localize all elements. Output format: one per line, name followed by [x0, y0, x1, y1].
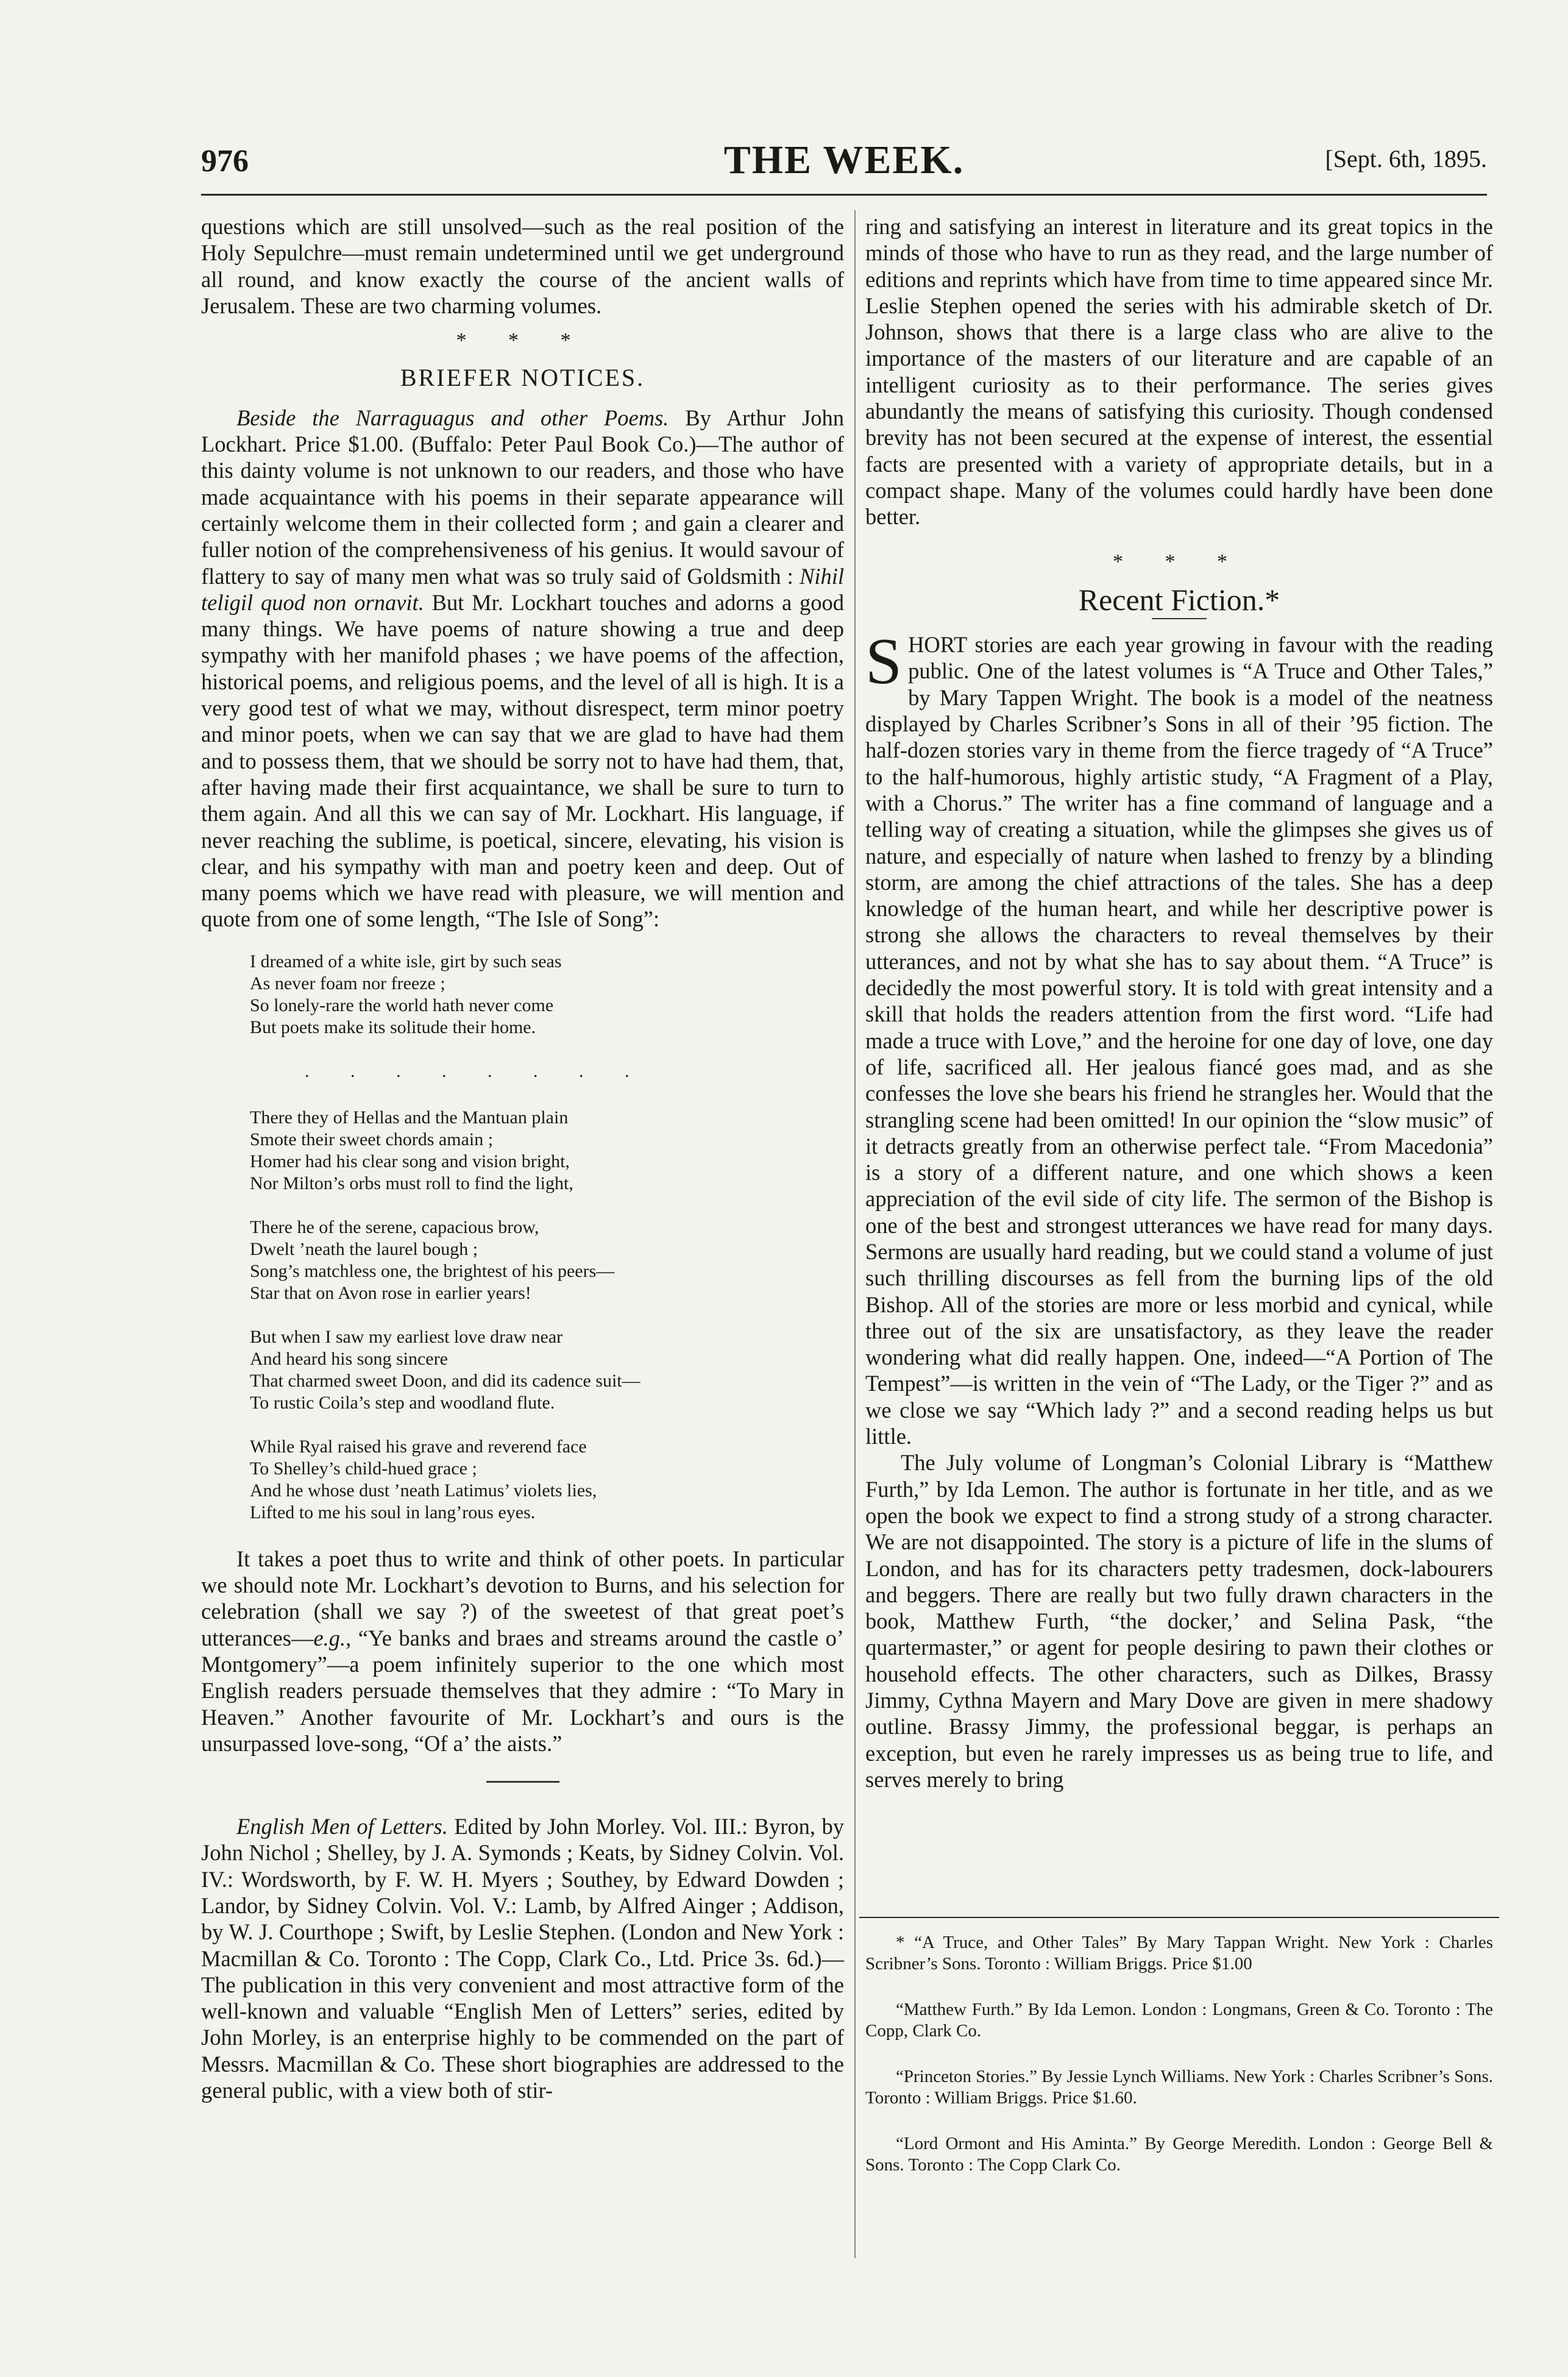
poem-line: But when I saw my earliest love draw near — [250, 1326, 563, 1347]
poem-line: I dreamed of a white isle, girt by such seas — [250, 951, 562, 972]
header-rule — [201, 194, 1487, 196]
notice-lockhart — [201, 405, 844, 933]
poem-line: There he of the serene, capacious brow, — [250, 1217, 539, 1237]
notice-body: But Mr. Lockhart touches and adorns a good many things. We have poems of nature showing a true and deep sympathy with her manifold phases ; we have poems of the affection, historical poems, and religious poems, and the level of all is high. It is a very good test of what we may, without disrespect, term minor poetry and minor poets, when we can say that we are glad to have had them and to possess them, that we should be sorry not to have had them, that, after having made their first acquaintance, we shall be sure to turn to them again. And all this we can say of Mr. Lockhart. His language, if never reaching the sublime, is poetical, sincere, elevating, his vision is clear, and his sympathy with man and poetry keen and deep. Out of many poems which we have read with pleasure, we will mention and quote from one of some length, “The Isle of Song”: — [201, 589, 845, 932]
poem-line: There they of Hellas and the Mantuan plain — [250, 1107, 569, 1128]
right-column — [865, 213, 1493, 1793]
poem-line: Dwelt ’neath the laurel bough ; — [250, 1238, 478, 1259]
poem-line: Nor Milton’s orbs must roll to find the light, — [250, 1173, 573, 1193]
section-title-fiction: Recent Fiction.* — [1078, 582, 1280, 617]
footnote: * “A Truce, and Other Tales” By Mary Tappan Wright. New York : Charles Scribner’s Sons. Toronto : William Briggs. Price $1.00 — [865, 1933, 1493, 1974]
section-stars: * * * — [1113, 550, 1246, 573]
poem-stanza — [250, 1436, 844, 1524]
page-number: 976 — [201, 144, 249, 179]
footnote-rule — [859, 1917, 1499, 1918]
continued-paragraph: questions which are still unsolved—such as the real position of the Holy Sepulchre—must remain undetermined until we get underground all round, and know exactly the course of the ancient walls of Jerusalem. These are two charming volumes. — [201, 214, 844, 318]
poem-stanza — [250, 1217, 844, 1304]
paragraph-text: It takes a poet thus to write and think of other poets. In particular we should note Mr. Lockhart’s devotion to Burns, and his selection for celebration (shall we say ?) of the sweetest of that great poet’s utterances— — [201, 1546, 844, 1650]
drop-cap: S — [865, 625, 903, 698]
footnote: “Princeton Stories.” By Jessie Lynch Williams. New York : Charles Scribner’s Sons. Toronto : William Briggs. Price $1.60. — [865, 2067, 1493, 2108]
fiction-paragraph: The July volume of Longman’s Colonial Library is “Matthew Furth,” by Ida Lemon. The author is fortunate in her title, and as we open the book we expect to find a strong study of a strong character. We are not disappointed. The story is a picture of life in the slums of London, and has for its characters petty tradesmen, dock-labourers and beggers. There are really but two fully drawn characters in the book, Matthew Furth, “the docker,’ and Selina Pask, “the quartermaster,” or agent for people desiring to pawn their clothes or household effects. The other characters, such as Dilkes, Brassy Jimmy, Cythna Mayern and Mary Dove are given in mere shadowy outline. Brassy Jimmy, the professional beggar, is perhaps an exception, but even he rarely impresses us as being true to life, and serves merely to bring — [865, 1450, 1493, 1792]
page-header — [201, 138, 1487, 192]
notice-title: Beside the Narraguagus and other Poems. — [236, 405, 669, 430]
poem-stanza — [250, 1326, 844, 1414]
poem-line: Star that on Avon rose in earlier years! — [250, 1282, 531, 1303]
poem-line: To rustic Coila’s step and woodland flute. — [250, 1392, 555, 1413]
poem-line: Homer had his clear song and vision bright, — [250, 1151, 570, 1171]
notice-english-men-of-letters — [201, 1813, 844, 2103]
masthead: THE WEEK. — [723, 138, 965, 182]
poem-line: But poets make its solitude their home. — [250, 1017, 536, 1037]
left-column — [201, 213, 844, 2103]
notice-title: English Men of Letters. — [236, 1814, 448, 1839]
column-divider — [854, 210, 856, 2258]
issue-date: [Sept. 6th, 1895. — [1325, 145, 1487, 172]
poem-line: And he whose dust ’neath Latimus’ violets lies, — [250, 1480, 597, 1501]
continued-paragraph: ring and satisfying an interest in literature and its great topics in the minds of those who have to run as they read, and the large number of editions and reprints which have from time to time appeared since Mr. Leslie Stephen opened the series with his admirable sketch of Dr. Johnson, shows that there is a large class who are alive to the importance of the masters of our literature and are capable of an intelligent curiosity as to their performance. The series gives abundantly the means of satisfying this curiosity. Though condensed brevity has not been secured at the expense of interest, the essential facts are presented with a variety of appropriate details, but in a compact shape. Many of the volumes could hardly have been done better. — [865, 214, 1493, 530]
poem-line: To Shelley’s child-hued grace ; — [250, 1458, 477, 1479]
poem-stanza — [250, 951, 844, 1039]
notice-body: Edited by John Morley. Vol. III.: Byron, by John Nichol ; Shelley, by J. A. Symonds ; Keats, by Sidney Colvin. Vol. IV.: Wordsworth, by F. W. H. Myers ; Southey, by Edward Dowden ; Landor, by Sidney Colvin. Vol. V.: Lamb, by Alfred Ainger ; Addison, by W. J. Courthope ; Swift, by Leslie Stephen. (London and New York : Macmillan & Co. Toronto : The Copp, Clark Co., Ltd. Price 3s. 6d.)—The publication in this very convenient and most attractive form of the well-known and valuable “English Men of Letters” series, edited by John Morley, is an enterprise highly to be commended on the part of Messrs. Macmillan & Co. These short biographies are addressed to the general public, with a view both of stir- — [201, 1814, 844, 2103]
poem-line: Song’s matchless one, the brightest of his peers— — [250, 1260, 615, 1281]
title-rule — [1152, 618, 1207, 619]
fiction-paragraph — [865, 625, 1493, 1449]
latin-quote: Nihil teligil quod non ornavit. — [201, 563, 844, 615]
poem-line: So lonely-rare the world hath never come — [250, 995, 554, 1015]
notice-body: By Arthur John Lockhart. Price $1.00. (Buffalo: Peter Paul Book Co.)—The author of this dainty volume is not unknown to our readers, and those who have made acquaintance with his poems in their separate appearance will certainly welcome them in their collected form ; and gain a clearer and fuller notion of the comprehensiveness of his genius. It would savour of flattery to say of many men what was so truly said of Goldsmith : — [201, 405, 844, 589]
notice-separator — [486, 1781, 559, 1783]
poem-line: That charmed sweet Doon, and did its cadence suit— — [250, 1370, 640, 1391]
section-title: BRIEFER NOTICES. — [400, 364, 645, 392]
footnote: “Matthew Furth.” By Ida Lemon. London : Longmans, Green & Co. Toronto : The Copp, Clark Co. — [865, 2000, 1493, 2041]
poem-line: And heard his song sincere — [250, 1348, 448, 1369]
poem-line: While Ryal raised his grave and reverend face — [250, 1436, 587, 1457]
poem-isle-of-song — [250, 951, 844, 1524]
poem-line: Lifted to me his soul in lang’rous eyes. — [250, 1502, 536, 1522]
poem-ellipsis: . . . . . . . . — [305, 1061, 648, 1081]
poem-line: Smote their sweet chords amain ; — [250, 1129, 494, 1149]
paragraph-text: “Ye banks and braes and streams around the castle o’ Montgomery”—a poem infinitely superior to the one which most English readers persuade themselves that they admire : “To Mary in Heaven.” Another favourite of Mr. Lockhart’s and ours is the unsurpassed love-song, “Of a’ the aists.” — [201, 1625, 844, 1756]
paragraph-burns — [201, 1546, 844, 1757]
poem-line: As never foam nor freeze ; — [250, 973, 445, 993]
abbrev-eg: e.g., — [313, 1625, 352, 1650]
footnote: “Lord Ormont and His Aminta.” By George Meredith. London : George Bell & Sons. Toronto : The Copp Clark Co. — [865, 2134, 1493, 2175]
paragraph-text: HORT stories are each year growing in favour with the reading public. One of the latest volumes is “A Truce and Other Tales,” by Mary Tappen Wright. The book is a model of the neatness displayed by Charles Scribner’s Sons in all of their ’95 fiction. The half-dozen stories vary in theme from the fierce tragedy of “A Truce” to the half-humorous, highly artistic study, “A Fragment of a Play, with a Chorus.” The writer has a fine command of language and a telling way of creating a situation, while the glimpses she gives us of nature, and especially of nature when lashed to frenzy by a blinding storm, are among the chief attractions of the tales. She has a deep knowledge of the human heart, and while her descriptive power is strong she allows the characters to reveal themselves by their utterances, and not by what she has to say about them. “A Truce” is decidedly the most powerful story. It is told with great intensity and a skill that holds the readers attention from the first word. “Life had made a truce with Love,” and the heroine for one day of love, one day of life, sacrificed all. Her jealous fiancé goes mad, and as she confesses the love she bears his friend he strangles her. Would that the strangling scene had been omitted! In our opinion the “slow music” of it detracts greatly from an otherwise perfect tale. “From Macedonia” is a story of a different nature, and one which shows a keen appreciation of the evil side of city life. The sermon of the Bishop is one of the best and strongest utterances we have read for many days. Sermons are usually hard reading, but we could stand a volume of just such thrilling discourses as fell from the burning lips of the old Bishop. All of the stories are more or less morbid and cynical, while three out of the six are unsatisfactory, as they leave the reader wondering what did really happen. One, indeed—“A Portion of The Tempest”—is written in the vein of “The Lady, or the Tiger ?” and as we close we say “Which lady ?” and a second reading helps us but little. — [865, 632, 1493, 1449]
footnotes — [865, 1932, 1493, 2200]
section-stars: * * * — [456, 329, 589, 352]
poem-stanza — [250, 1107, 844, 1195]
